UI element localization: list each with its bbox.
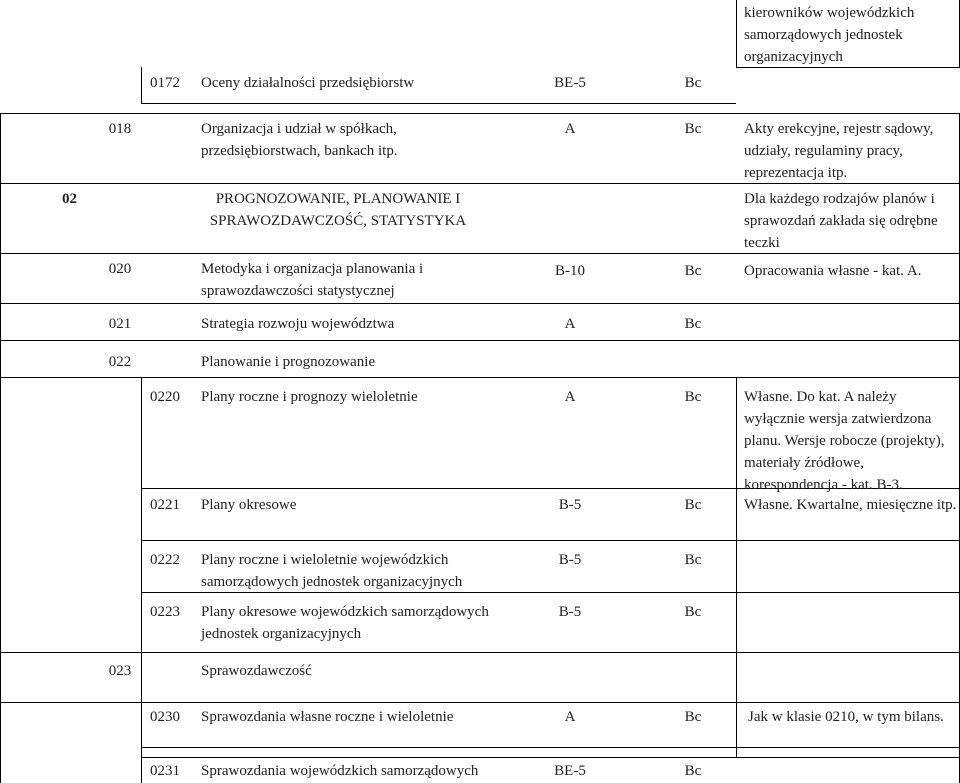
row-category-2: Bc xyxy=(684,75,702,91)
row-title: Sprawozdania własne roczne i wieloletnie xyxy=(201,709,454,725)
row-title: Sprawozdawczość xyxy=(201,663,312,679)
row-category: BE-5 xyxy=(554,75,586,91)
row-category-2: Bc xyxy=(684,497,702,513)
row-category-2: Bc xyxy=(684,389,702,405)
table-border xyxy=(141,103,736,104)
table-border xyxy=(0,303,960,304)
row-remark: Własne. Kwartalne, miesięczne itp. xyxy=(744,497,957,513)
row-code: 0231 xyxy=(150,763,180,779)
row-category: B-5 xyxy=(558,604,582,620)
table-border xyxy=(141,747,960,748)
row-code: 021 xyxy=(108,316,132,332)
table-border xyxy=(141,540,960,541)
row-title: Organizacja i udział w spółkach, przedsiębiorstwach, bankach itp. xyxy=(201,121,398,159)
table-border xyxy=(0,340,960,341)
row-category: B-5 xyxy=(558,497,582,513)
row-title: PROGNOZOWANIE, PLANOWANIE I SPRAWOZDAWCZOŚĆ, STATYSTYKA xyxy=(209,191,467,229)
table-border xyxy=(0,702,960,703)
row-remark: Dla każdego rodzajów planów i sprawozdań zakłada się odrębne teczki xyxy=(744,191,938,251)
table-border xyxy=(0,652,960,653)
row-remark: Opracowania własne - kat. A. xyxy=(744,263,922,279)
table-border xyxy=(141,377,142,783)
row-code: 0221 xyxy=(150,497,180,513)
table-border xyxy=(141,757,960,758)
row-code: 022 xyxy=(108,354,132,370)
row-title: Plany okresowe wojewódzkich samorządowych jednostek organizacyjnych xyxy=(201,604,489,642)
row-category-2: Bc xyxy=(684,552,702,568)
row-category: A xyxy=(564,121,576,137)
row-code: 0172 xyxy=(150,75,180,91)
row-code: 0230 xyxy=(150,709,180,725)
row-remark: Akty erekcyjne, rejestr sądowy, udziały, regulaminy pracy, reprezentacja itp. xyxy=(744,121,934,181)
row-title: Oceny działalności przedsiębiorstw xyxy=(201,75,415,91)
row-category-2: Bc xyxy=(684,263,702,279)
table-border xyxy=(0,113,1,783)
row-category: A xyxy=(564,709,576,725)
row-title: Metodyka i organizacja planowania i sprawozdawczości statystycznej xyxy=(201,261,424,299)
row-title: Strategia rozwoju województwa xyxy=(201,316,395,332)
row-remark: Jak w klasie 0210, w tym bilans. xyxy=(748,709,944,725)
table-border xyxy=(736,0,737,67)
row-category: A xyxy=(564,316,576,332)
row-code: 0223 xyxy=(150,604,180,620)
row-title: Plany roczne i prognozy wieloletnie xyxy=(201,389,418,405)
row-code: 0222 xyxy=(150,552,180,568)
table-border xyxy=(0,377,960,378)
row-category-2: Bc xyxy=(684,316,702,332)
row-title: Plany okresowe xyxy=(201,497,297,513)
row-category: B-10 xyxy=(555,263,585,279)
row-category: BE-5 xyxy=(554,763,586,779)
row-category: B-5 xyxy=(558,552,582,568)
row-category-2: Bc xyxy=(684,763,702,779)
row-code: 018 xyxy=(108,121,132,137)
row-title: Sprawozdania wojewódzkich samorządowych xyxy=(201,763,479,779)
row-code: 02 xyxy=(62,191,77,207)
row-category: A xyxy=(564,389,576,405)
row-title: Planowanie i prognozowanie xyxy=(201,354,376,370)
table-border xyxy=(141,67,142,103)
row-category-2: Bc xyxy=(684,709,702,725)
row-category-2: Bc xyxy=(684,121,702,137)
remark-text: kierowników wojewódzkich samorządowych jednostek organizacyjnych xyxy=(744,5,915,65)
row-category-2: Bc xyxy=(684,604,702,620)
row-code: 020 xyxy=(108,261,132,277)
row-code: 023 xyxy=(108,663,132,679)
table-border xyxy=(0,113,960,114)
table-border xyxy=(736,377,737,757)
row-title: Plany roczne i wieloletnie wojewódzkich samorządowych jednostek organizacyjnych xyxy=(201,552,463,590)
row-code: 0220 xyxy=(150,389,180,405)
row-remark: Własne. Do kat. A należy wyłącznie wersja zatwierdzona planu. Wersje robocze (projekty), materiały źródłowe, korespondencja - kat. B-3. xyxy=(744,389,945,493)
